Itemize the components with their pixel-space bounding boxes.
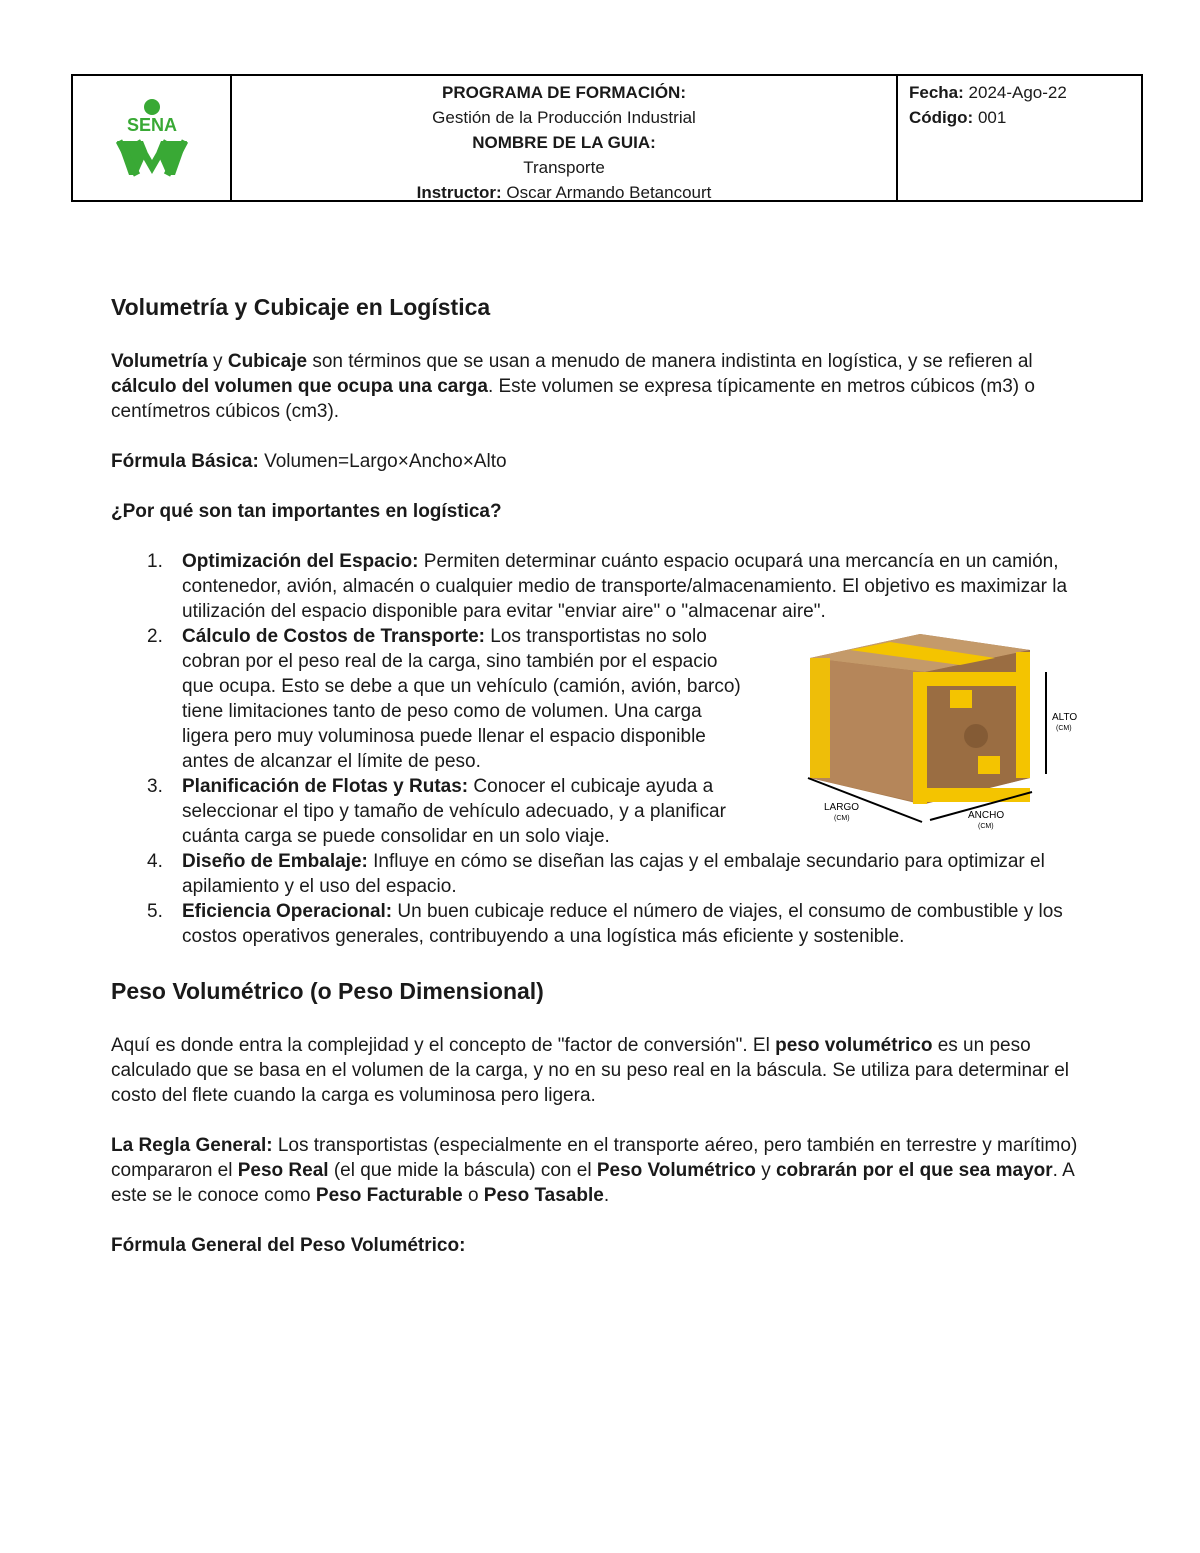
box-dimensions-figure [800,628,1090,838]
list-item: 2. Cálculo de Costos de Transporte: Los transportistas no solo cobran por el peso real de la carga, sino también por el espacio que ocupa. Esto se debe a que un vehículo (camión, avión, barco) tiene limitaciones tanto de peso como de volumen. Una carga ligera pero muy voluminosa puede llenar el espacio disponible antes de alcanzar el límite de peso. [147,626,741,772]
guide-label: NOMBRE DE LA GUIA: [472,133,656,152]
largo-label: LARGO [824,802,860,813]
general-rule: La Regla General: Los transportistas (especialmente en el transporte aéreo, pero también en terrestre y marítimo) compararon el Peso Real (el que mide la báscula) con el Peso Volumétrico y cobrarán por el que sea mayor. A este se le conoce como Peso Facturable o Peso Tasable. [111,1135,1078,1206]
code-label: Código: [909,108,974,127]
basic-formula: Fórmula Básica: Volumen=Largo×Ancho×Alto [111,451,507,472]
meta-cell [898,76,1141,200]
sena-logo [107,97,197,179]
list-item: 1. Optimización del Espacio: Permiten determinar cuánto espacio ocupará una mercancía en un camión, contenedor, avión, almacén o cualquier medio de transporte/almacenamiento. El objetivo es maximizar la utilización del espacio disponible para evitar "enviar aire" o "almacenar aire". [147,551,1068,622]
ancho-unit: (CM) [978,823,994,830]
importance-question: ¿Por qué son tan importantes en logística? [111,501,502,522]
date-label: Fecha: [909,83,964,102]
guide-value: Transporte [523,158,605,177]
program-label: PROGRAMA DE FORMACIÓN: [442,83,686,102]
volumetric-formula-heading: Fórmula General del Peso Volumétrico: [111,1235,466,1256]
list-item: 5. Eficiencia Operacional: Un buen cubicaje reduce el número de viajes, el consumo de combustible y los costos operativos generales, contribuyendo a una logística más eficiente y sostenible. [147,901,1063,947]
ancho-label: ANCHO [968,810,1005,821]
alto-unit: (CM) [1056,725,1072,732]
date-value: 2024-Ago-22 [968,83,1067,102]
instructor-label: Instructor: [416,183,502,202]
header-table [71,74,1143,202]
date-line [909,80,1141,105]
logo-text: SENA [126,115,177,135]
section2-title: Peso Volumétrico (o Peso Dimensional) [111,978,544,1004]
recycle-icon [964,724,988,748]
program-cell [232,76,898,200]
instructor-line [232,180,896,205]
largo-unit: (CM) [834,815,850,822]
section2-p1: Aquí es donde entra la complejidad y el concepto de "factor de conversión". El peso volumétrico es un peso calculado que se basa en el volumen de la carga, y no en su peso real en la báscula. Se utiliza para determinar el costo del flete cuando la carga es voluminosa pero ligera. [111,1035,1069,1106]
alto-label: ALTO [1052,712,1078,723]
list-item: 4. Diseño de Embalaje: Influye en cómo se diseñan las cajas y el embalaje secundario para optimizar el apilamiento y el uso del espacio. [147,851,1045,897]
program-value: Gestión de la Producción Industrial [432,108,696,127]
logo-cell [73,76,232,200]
code-line [909,105,1141,130]
section1-intro: Volumetría y Cubicaje son términos que se usan a menudo de manera indistinta en logística, y se refieren al cálculo del volumen que ocupa una carga. Este volumen se expresa típicamente en metros cúbicos (m3) o centímetros cúbicos (cm3). [111,351,1035,422]
section1-title: Volumetría y Cubicaje en Logística [111,294,491,320]
list-item: 3. Planificación de Flotas y Rutas: Conocer el cubicaje ayuda a seleccionar el tipo y tamaño de vehículo adecuado, y a planificar cuánta carga se puede consolidar en un solo viaje. [147,776,726,847]
instructor-value: Oscar Armando Betancourt [506,183,712,202]
code-value: 001 [977,108,1007,127]
